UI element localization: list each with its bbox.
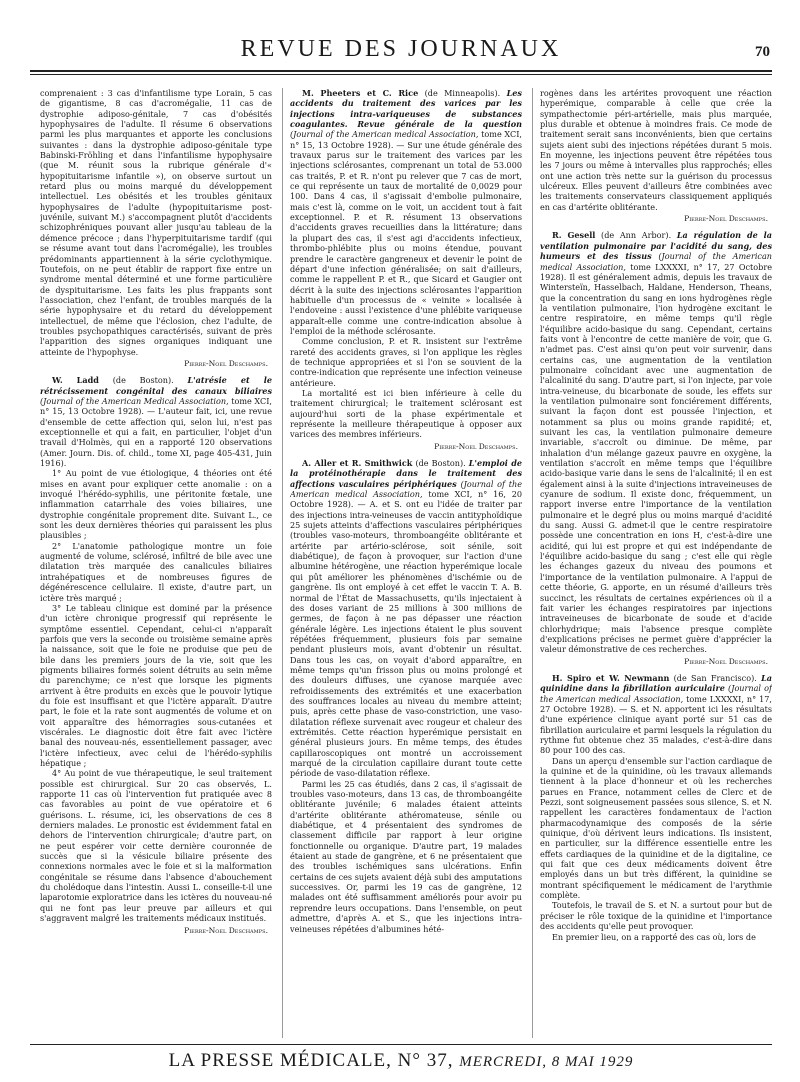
footer-date: MERCREDI, 8 MAI 1929: [459, 1054, 634, 1070]
column-1: [40, 88, 272, 1040]
article-city: (de Boston).: [412, 458, 469, 469]
article-author: M. Pheeters et C. Rice: [302, 88, 419, 98]
page-footer: [30, 1050, 772, 1072]
article-city: (de Ann Arbor).: [595, 230, 677, 241]
article-reference: (Journal of the American medical Association,: [290, 129, 479, 140]
article-city: (de Boston).: [98, 375, 188, 386]
article-entry: [290, 458, 522, 934]
paragraph: Dans un aperçu d'ensemble sur l'action cardiaque de la quinine et de la quinidine, où les travaux allemands tiennent à la place d'honneur et où les recherches parues en France, notamment celles de Clerc et de Pezzi, sont soigneusement passées sous silence, S. et N. rappellent les caractères fondamentaux de l'action pharmacodynamique des composés de la série quinique, d'où dérivent leurs indications. Ils insistent, en particulier, sur la différence essentielle entre les effets cardiaques de la quinidine et de la digitaline, ce qui fait que ces deux médicaments doivent être employés dans un but très différent, la quinidine se montrant spécifiquement le médicament de l'arythmie complète.: [540, 755, 772, 901]
paragraph: En premier lieu, on a rapporté des cas où, lors de: [552, 931, 756, 942]
page-number: 70: [755, 44, 770, 60]
article-reference: (Journal of the American medical Association,: [290, 478, 522, 500]
paragraph: comprenaient : 3 cas d'infantilisme type Lorain, 5 cas de gigantisme, 8 cas d'acromégalie, 11 cas de dystrophie adiposo-génitale, 7 cas d'obésités hypophysaires de l'adulte. Il résume 6 observations parmi les plus marquantes et apporte les conclusions suivantes : dans la dystrophie adiposo-génitale type Babinski-Fröhling et dans l'infantilisme hypophysaire (que M. réunit sous la rubrique générale d'« hypopituitarisme infantile »), on observe surtout un retard plus ou moins marqué du développement intellectuel. Les obésités et les troubles génitaux hypophysaires de l'adulte (hypopituitarisme post-juvénile, suivant M.) s'accompagnent plutôt d'accidents schizophréniques pouvant aller jusqu'au tableau de la démence précoce ; dans l'hyperpituitarisme tardif (qui se résume avant tout dans l'acromégalie), les troubles prédominants appartiennent à la série cyclothymique. Toutefois, on ne peut établir de rapport fixe entre un syndrome mental déterminé et une forme particulière de dyspituitarisme. Les faits les plus frappants sont l'association, chez l'enfant, de troubles marqués de la série hypophysaire et du retard du développement intellectuel, de même que l'éclosion, chez l'adulte, de troubles psychopathiques caractérisés, suivant de près l'apparition des signes organiques indiquant une atteinte de l'hypophyse.: [40, 88, 272, 357]
column-divider: [532, 88, 533, 1038]
article-title: La quinidine dans la fibrillation auriculaire: [540, 672, 772, 694]
column-divider: [282, 88, 283, 1038]
paragraph: tome LXXXXI, n° 17, 27 Octobre 1928). — S. et N. apportent ici les résultats d'une expérience clinique ayant porté sur 51 cas de fibrillation auriculaire et parmi lesquels la régulation du rythme fut obtenue chez 35 malades, c'est-à-dire dans 80 pour 100 des cas.: [540, 693, 772, 756]
paragraph: tome XCI, n° 15, 13 Octobre 1928). — Sur une étude générale des travaux parus sur le traitement des varices par les injections sclérosantes, comprenant un total de 53.000 cas traités, P. et R. n'ont pu relever que 7 cas de mort, ce qui représente un taux de mortalité de 0,0029 pour 100. Dans 4 cas, il s'agissait d'embolie pulmonaire, mais c'est là, comme on le voit, un accident tout à fait exceptionnel. P. et R. résument 13 observations d'accidents graves recueillies dans la littérature; dans la plupart des cas, il s'est agi d'accidents infectieux, thrombo-phlébite plus ou moins étendue, pouvant prendre le caractère gangreneux et devenir le point de départ d'une infection généralisée; on sait d'ailleurs, comme le rappellent P. et R., que Sicard et Gaugier ont décrit à la suite des injections sclérosantes l'apparition habituelle d'un processus de « veinite » localisée à l'endoveine : aussi l'existence d'une phlébite variqueuse apparaît-elle comme une contre-indication absolue à l'emploi de la méthode sclérosante.: [290, 129, 522, 336]
paragraph: La mortalité est ici bien inférieure à celle du traitement chirurgical; le traitement sclérosant est aujourd'hui sorti de la phase expérimentale et représente la meilleure thérapeutique à opposer aux varices des membres inférieurs.: [290, 387, 522, 440]
article-city: (de Minneapolis).: [418, 88, 507, 98]
article-city: (de San Francisco).: [669, 672, 762, 683]
article-reference: (Journal of the American Medical Association,: [40, 395, 229, 406]
article-author: H. Spiro et W. Newmann: [552, 672, 670, 683]
paragraph: 3° Le tableau clinique est dominé par la présence d'un ictère chronique progressif qui représente le symptôme essentiel. Cependant, celui-ci n'apparaît parfois que vers la seconde ou troisième semaine après la naissance, soit que le foie ne produise que peu de bile dans les premiers jours de la vie, soit que les pigments biliaires formés soient détruits au sein même du parenchyme; ce n'est que lorsque les pigments arrivent à être produits en excès que le pouvoir lytique du foie est insuffisant et que l'ictère apparaît. D'autre part, le foie et la rate sont augmentés de volume et on voit apparaître des hémorragies sous-cutanées et viscérales. Le diagnostic doit être fait avec l'ictère banal des nouveau-nés, essentiellement passager, avec l'ictère infectieux, avec celui de l'hérédo-syphilis hépatique ;: [40, 602, 272, 768]
article-entry: [540, 673, 772, 942]
article-title: La régulation de la ventilation pulmonaire par l'acidité du sang, des humeurs et des tissus: [540, 230, 772, 262]
paragraph: 4° Au point de vue thérapeutique, le seul traitement possible est chirurgical. Sur 20 cas observés, L. rapporte 11 cas où l'intervention fut pratiquée avec 8 cas favorables au point de vue opératoire et 6 guérisons. L. résume, ici, les observations de ces 8 derniers malades. Le pronostic est évidemment fatal en dehors de l'intervention chirurgicale; d'autre part, on ne peut espérer voir cette dernière couronnée de succès que si la vésicule biliaire présente des connexions normales avec le foie et si la malformation congénitale se résume dans l'absence d'abouchement du cholédoque dans l'intestin. Aussi L. conseille-t-il une laparotomie exploratrice dans les ictères du nouveau-né qui ne font pas leur preuve par ailleurs et qui s'aggravent malgré les traitements médicaux institués.: [40, 768, 272, 924]
article-author: A. Aller et R. Smithwick: [302, 458, 413, 469]
author-signature: Pierre-Noel Deschamps.: [184, 358, 268, 368]
header-rule-thin: [30, 74, 772, 75]
article-entry: [290, 88, 522, 452]
author-signature: Pierre-Noel Deschamps.: [684, 656, 768, 666]
article-title: Les accidents du traitement des varices par les injections intra-variqueuses de substances coagulantes. Revue générale de la question: [290, 88, 522, 130]
footer-rule: [30, 1044, 772, 1045]
paragraph: Parmi les 25 cas étudiés, dans 2 cas, il s'agissait de troubles vaso-moteurs, dans 13 cas, de thromboangéite oblitérante juvénile; 6 malades étaient atteints d'artérite oblitérante athéromateuse, sénile ou diabétique, et 4 présentaient des syndromes de classement difficile par rapport à leur origine fonctionnelle ou organique. D'autre part, 19 malades étaient au stade de gangrène, et 6 ne présentaient que des troubles ischémiques sans ulcérations. Enfin certains de ces sujets avaient déjà subi des amputations successives. Or, parmi les 19 cas de gangrène, 12 malades ont été suffisamment améliorés pour avoir pu reprendre leurs occupations. Dans l'ensemble, on peut admettre, d'après A. et S., que les injections intra-veineuses répétées d'albumines hété-: [290, 778, 522, 934]
journal-title: REVUE DES JOURNAUX: [240, 36, 562, 62]
header-rule: [30, 70, 772, 72]
paragraph: Toutefois, le travail de S. et N. a surtout pour but de préciser le rôle toxique de la quinidine et l'importance des accidents qu'elle peut provoquer.: [540, 900, 772, 932]
article-author: R. Gesell: [552, 230, 596, 241]
author-signature: Pierre-Noel Deschamps.: [434, 441, 518, 451]
paragraph: tome XCI, n° 16, 20 Octobre 1928). — A. et S. ont eu l'idée de traiter par des injections intra-veineuses de vaccin antityphoïdique 25 sujets atteints d'affections vasculaires périphériques (troubles vaso-moteurs, thromboangéite oblitérante et artérite par artério-sclérose, soit sénile, soit diabétique), de façon à provoquer, sur l'action d'une albumine hétérogène, une réaction hyperémique locale qui pût améliorer les phénomènes d'ischémie ou de gangrène. Ils ont employé à cet effet le vaccin T. A. B. normal de l'État de Massachusetts, qu'ils injectaient à des doses variant de 25 millions à 300 millions de germes, de façon à ne pas dépasser une réaction générale légère. Les injections étaient le plus souvent répétées fréquemment, plusieurs fois par semaine pendant plusieurs mois, avant d'obtenir un résultat. Dans tous les cas, on voyait d'abord apparaître, en même temps qu'un frisson plus ou moins prolongé et des douleurs diffuses, une cyanose marquée avec refroidissements des extrémités et une exacerbation des souffrances locales au niveau du membre atteint; puis, après cette phase de vaso-constriction, une vaso-dilatation réflexe survenait avec rougeur et chaleur des extrémités. Cette réaction hyperémique persistait en général plusieurs jours. En même temps, des études capillaroscopiques ont montré un accroissement marqué de la circulation capillaire durant toute cette période de vaso-dilatation réflexe.: [290, 489, 522, 779]
author-signature: Pierre-Noel Deschamps.: [684, 214, 768, 224]
article-author: W. Ladd: [52, 375, 99, 386]
article-title: L'emploi de la protéinothérapie dans le traitement des affections vasculaires périphériques: [290, 458, 522, 489]
page-header: [30, 28, 772, 70]
paragraph: tome XCI, n° 15, 13 Octobre 1928). — L'auteur fait, ici, une revue d'ensemble de cette affection qui, selon lui, n'est pas exceptionnelle et qui a fait, en particulier, l'objet d'un travail d'Holmès, qui en a rapporté 120 observations (Amer. Journ. Dis. of. child., tome XI, page 405-431, Juin 1916).: [40, 395, 272, 469]
paragraph: 1° Au point de vue étiologique, 4 théories ont été mises en avant pour expliquer cette anomalie : on a invoqué l'hérédo-syphilis, une péritonite fœtale, une inflammation catarrhale des voies biliaires, une dystrophie congénitale proprement dite. Suivant L., ce sont les deux dernières théories qui paraissent les plus plausibles ;: [40, 468, 272, 541]
column-2: [290, 88, 522, 1040]
column-3: [540, 88, 772, 1040]
paragraph: 2° L'anatomie pathologique montre un foie augmenté de volume, sclérosé, infiltré de bile avec une dilatation très marquée des canalicules biliaires intrahépatiques et de nombreuses figures de dégénérescence cellulaire. Il existe, d'autre part, un ictère très marqué ;: [40, 540, 272, 603]
footer-publication: LA PRESSE MÉDICALE, N° 37,: [168, 1050, 454, 1071]
paragraph: tome LXXXXI, n° 17, 27 Octobre 1928). Il est généralement admis, depuis les travaux de Wintersteïn, Hasselbach, Haldane, Henderson, Theans, que la concentration du sang en ions hydrogènes règle la ventilation pulmonaire, l'ion hydrogène excitant le centre respiratoire, en même temps qu'il règle l'équilibre acido-basique du sang. Cependant, certains faits vont à l'encontre de cette manière de voir, que G. n'admet pas. C'est ainsi qu'on peut voir survenir, dans certains cas, une augmentation de la ventilation pulmonaire coïncidant avec une augmentation de l'alcalinité du sang. D'autre part, si l'on injecte, par voie intra-veineuse, du bicarbonate de soude, les effets sur la ventilation pulmonaire sont fonciérement différents, suivant la façon dont est poussée l'injection, et notamment sa plus ou moins grande rapidité; et, suivant les cas, la ventilation pulmonaire demeure invariable, s'accroît ou diminue. De même, par inhalation d'un mélange gazeux pauvre en oxygène, la ventilation s'accroît en même temps que l'équilibre acido-basique varie dans le sens de l'alcalinité; il en est également ainsi à la suite d'injections intraveineuses de cyanure de sodium. Il existe donc, fréquemment, un rapport inverse entre l'importance de la ventilation pulmonaire et le degré plus ou moins marqué d'acidité du sang. Aussi G. admet-il que le centre respiratoire possède une concentration en ions H, c'est-à-dire une acidité, qui lui est propre et qui est indépendante de l'équilibre acido-basique du sang ; c'est elle qui règle les échanges gazeux du niveau des poumons et l'importance de la ventilation pulmonaire. A l'appui de cette théorie, G. apporte, en un résumé d'ailleurs très succinct, les résultats de certaines expériences où il a fait varier les échanges respiratoires par injections intraveineuses de bicarbonate de soude et d'acide chlorhydrique; mais l'absence presque complète d'explications précises ne permet guère d'apprécier la valeur démonstrative de ces recherches.: [540, 261, 772, 655]
article-entry: [40, 375, 272, 936]
article-entry: [540, 230, 772, 666]
paragraph: rogènes dans les artérites provoquent une réaction hyperémique, comparable à celle que crée la sympathectomie péri-artérielle, mais plus marquée, plus durable et obtenue à moindres frais. Ce mode de traitement serait sans inconvénients, bien que certains sujets aient subi des injections répétées durant 5 mois. En moyenne, les injections peuvent être répétées tous les 7 jours ou même à intervalles plus rapprochés; elles ont une action très nette sur la guérison du processus ulcéreux. Elles peuvent d'ailleurs être combinées avec les traitements conservateurs classiquement appliqués en cas d'artérite oblitérante.: [540, 88, 772, 212]
article-reference: (Journal of the American medical Association,: [540, 251, 772, 272]
article-title: L'atrésie et le rétrécissement congénital des canaux biliaires: [40, 375, 272, 396]
paragraph: Comme conclusion, P. et R. insistent sur l'extrême rareté des accidents graves, si l'on applique les règles de technique appropriées et si l'on se souvient de la contre-indication que représente une infection veineuse antérieure.: [290, 336, 522, 388]
author-signature: Pierre-Noel Deschamps.: [184, 925, 268, 935]
article-reference: (Journal of the American medical Association,: [540, 683, 772, 704]
